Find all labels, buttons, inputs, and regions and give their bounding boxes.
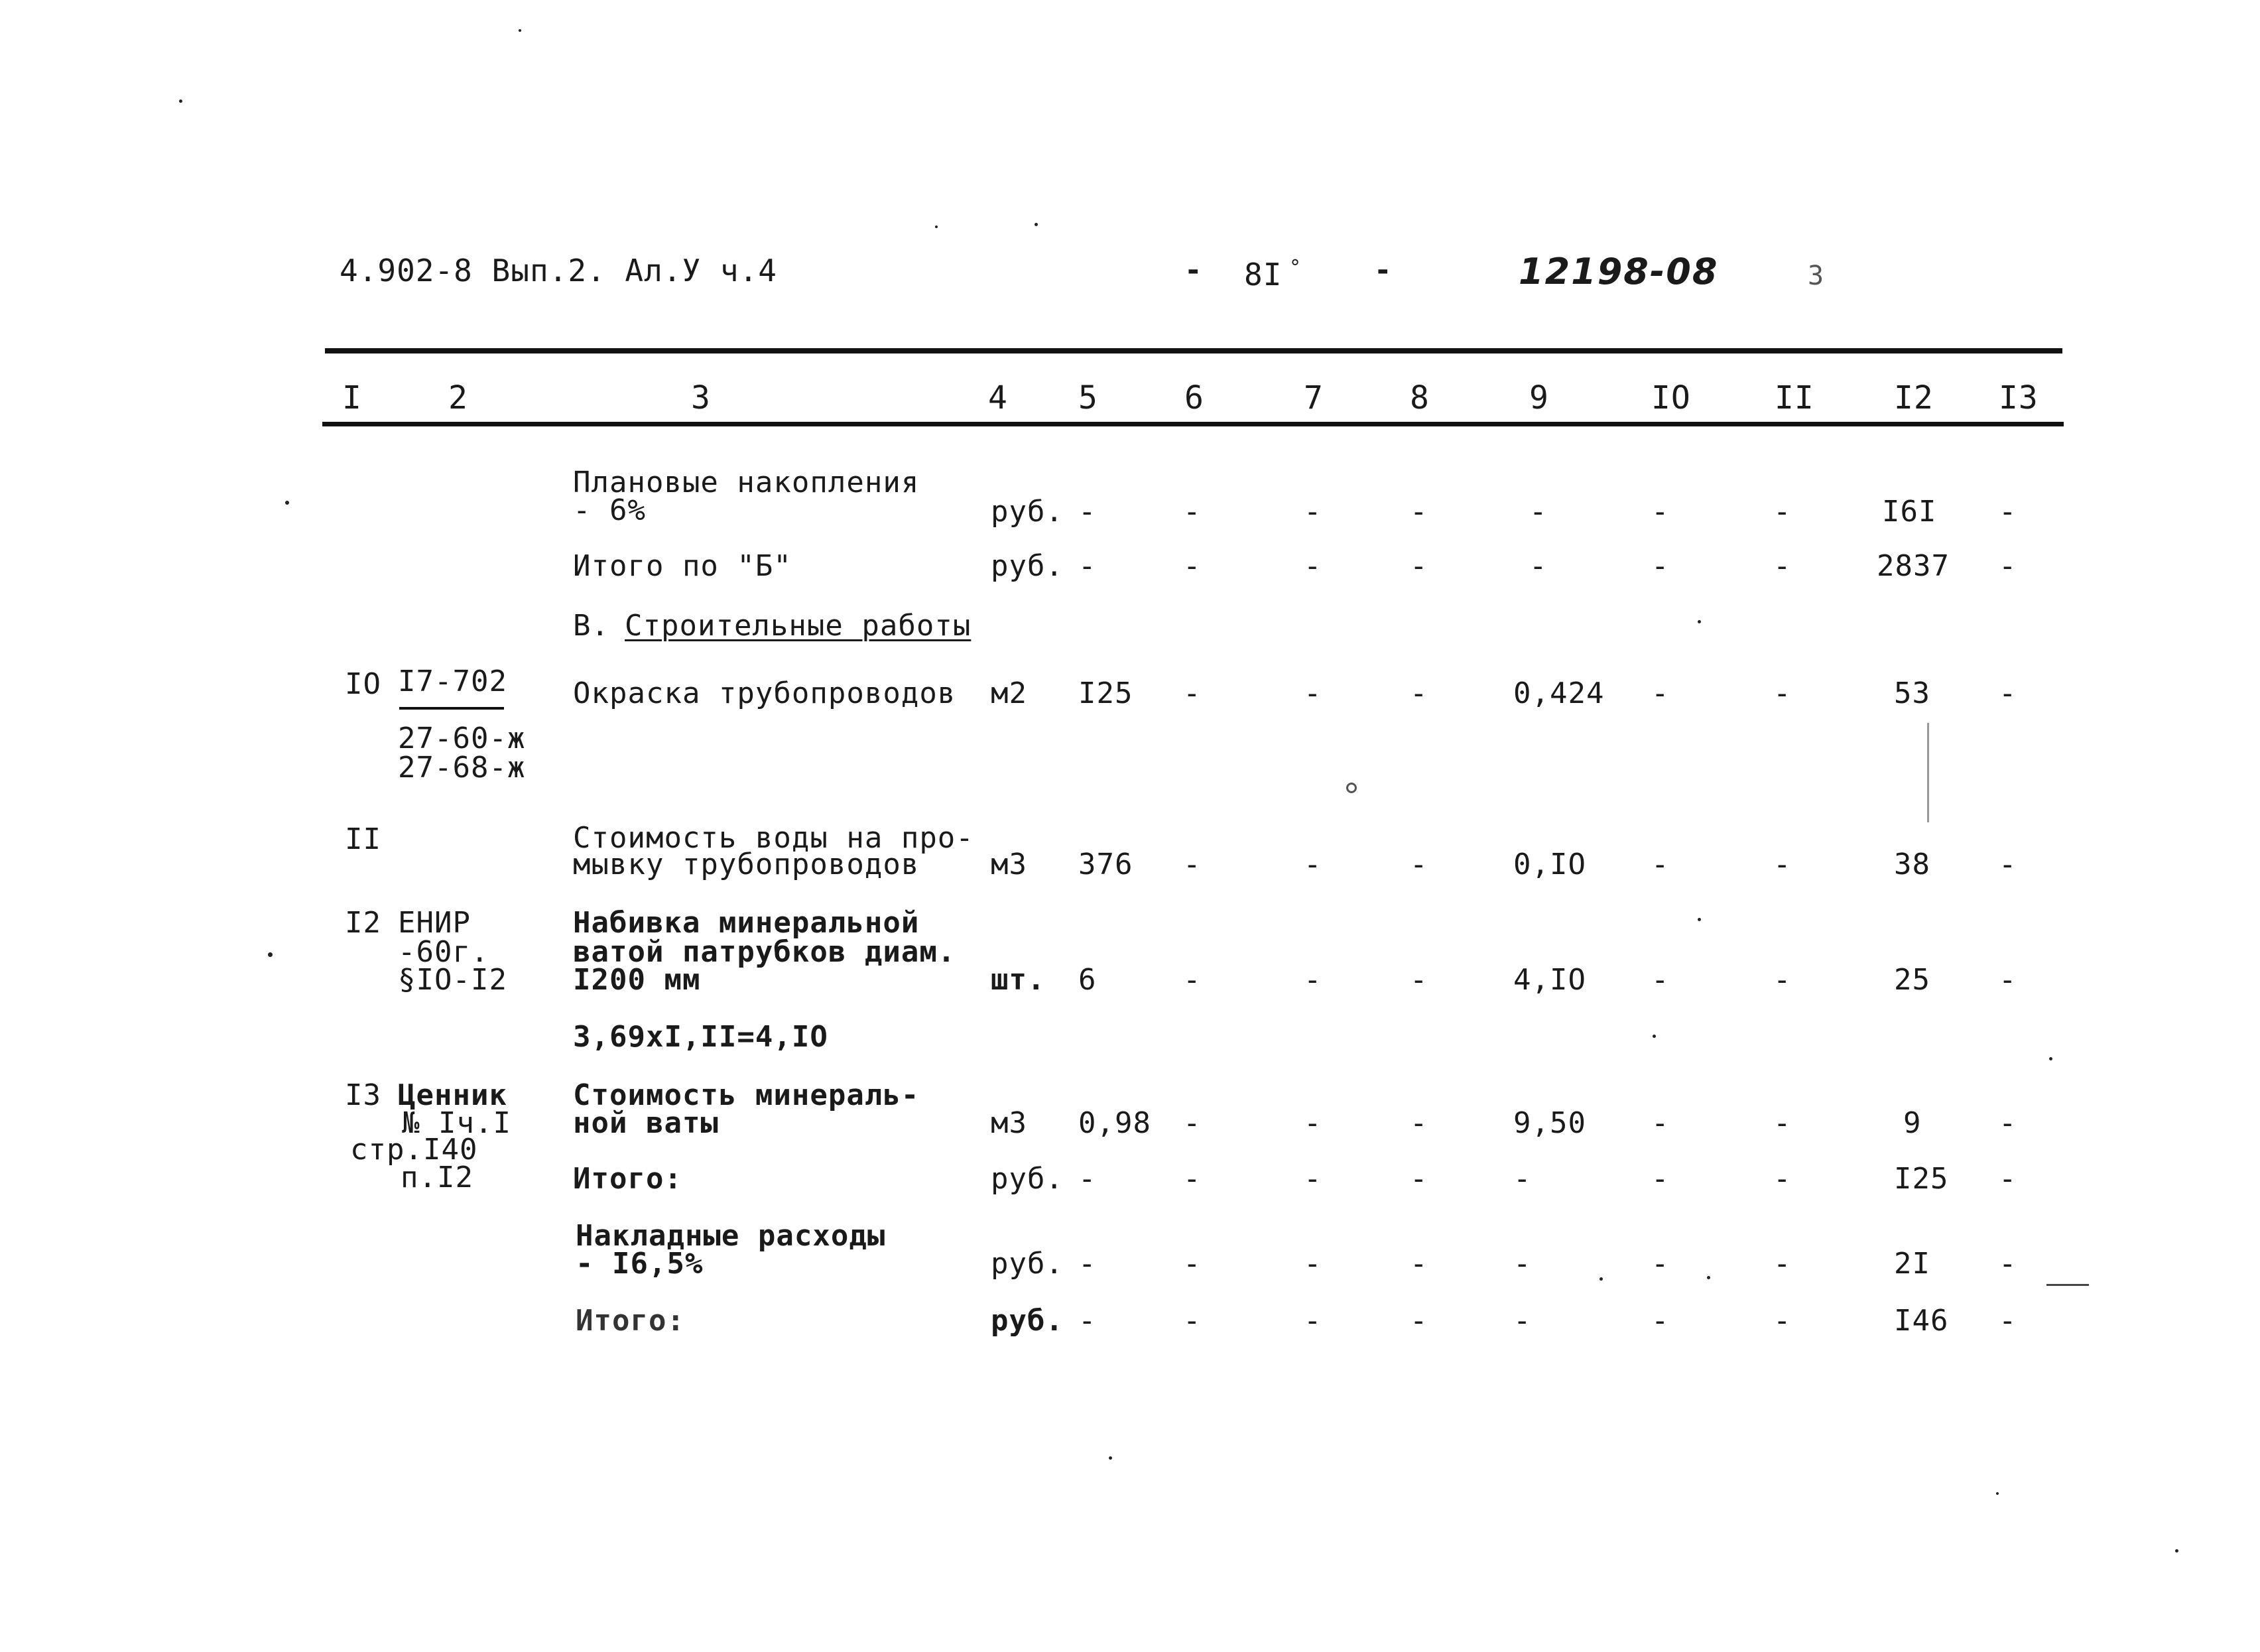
cell-c6: - (1183, 549, 1202, 583)
cell-c10: - (1651, 1106, 1670, 1140)
section-title: Строительные работы (625, 609, 972, 643)
cell-c11: - (1773, 549, 1792, 583)
column-header: 9 (1529, 379, 1549, 416)
cell-c7: - (1304, 848, 1322, 881)
cell-c5: - (1078, 495, 1097, 529)
code-line: п.I2 (401, 1161, 473, 1194)
column-header: I (342, 379, 362, 416)
code-line: ЕНИР (398, 906, 471, 940)
row-unit: шт. (991, 963, 1046, 997)
scan-speck (935, 225, 938, 228)
cell-c6: - (1183, 1162, 1202, 1196)
scan-speck (179, 99, 182, 103)
code-fraction-rule (399, 707, 504, 710)
row-name: Стоимость минераль- (573, 1078, 920, 1112)
archive-number: 12198-08 (1519, 251, 1719, 292)
cell-c13: - (1999, 495, 2017, 529)
cell-c6: - (1183, 1304, 1202, 1338)
cell-c13: - (1999, 963, 2017, 997)
cell-c5: - (1078, 1247, 1097, 1281)
cell-c9: - (1529, 549, 1548, 583)
cell-c8: - (1410, 848, 1428, 881)
row-unit: руб. (991, 495, 1064, 529)
row-name: Стоимость воды на про- (573, 821, 974, 855)
row-name: ной ваты (573, 1106, 719, 1140)
cell-c11: - (1773, 1247, 1792, 1281)
column-header: II (1775, 379, 1814, 416)
row-number: IO (345, 667, 381, 701)
cell-c13: - (1999, 549, 2017, 583)
document-reference: 4.902-8 Вып.2. Ал.У ч.4 (340, 253, 777, 288)
cell-c7: - (1304, 1247, 1322, 1281)
cell-c13: - (1999, 1106, 2017, 1140)
calculation-formula: 3,69хI,II=4,IO (573, 1020, 828, 1054)
cell-c7: - (1304, 963, 1322, 997)
cell-c12: 38 (1894, 848, 1930, 881)
cell-c12: I46 (1894, 1304, 1949, 1338)
cell-c10: - (1651, 549, 1670, 583)
code-line: Ценник (398, 1078, 507, 1112)
row-name: Накладные расходы (576, 1219, 886, 1253)
corner-mark: 3 (1808, 261, 1825, 291)
row-unit: м3 (991, 1106, 1027, 1140)
cell-c12: 25 (1894, 963, 1930, 997)
cell-c5: I25 (1078, 676, 1133, 710)
scan-speck (2049, 1057, 2052, 1060)
column-header: 5 (1078, 379, 1098, 416)
cell-c7: - (1304, 1162, 1322, 1196)
cell-c13: - (1999, 676, 2017, 710)
row-name: Итого: (576, 1304, 685, 1338)
cell-c5: 0,98 (1078, 1106, 1151, 1140)
cell-c8: - (1410, 495, 1428, 529)
cell-c6: - (1183, 848, 1202, 881)
row-unit: руб. (991, 1162, 1064, 1196)
row-name: Плановые накопления (573, 466, 920, 499)
cell-c11: - (1773, 1304, 1792, 1338)
scan-speck (1653, 1035, 1656, 1038)
cell-c11: - (1773, 1162, 1792, 1196)
code-line: §IO-I2 (398, 963, 507, 997)
cell-c9: 4,IO (1513, 963, 1586, 997)
scan-speck (268, 952, 273, 957)
column-header: I3 (1999, 379, 2039, 416)
row-name: - I6,5% (576, 1247, 704, 1281)
scan-speck (2175, 1549, 2178, 1553)
cell-c10: - (1651, 848, 1670, 881)
cell-c9: 0,IO (1513, 848, 1586, 881)
column-header: 7 (1304, 379, 1324, 416)
scan-streak (2046, 1284, 2089, 1286)
cell-c6: - (1183, 495, 1202, 529)
code-line: 27-60-ж (398, 722, 526, 755)
cell-c9: - (1529, 495, 1548, 529)
header-dash-right: - (1374, 253, 1393, 287)
cell-c12: 9 (1903, 1106, 1922, 1140)
cell-c12: 53 (1894, 676, 1930, 710)
scan-speck (1996, 1492, 1999, 1495)
page-number: 8I (1244, 257, 1283, 292)
section-prefix: В. (573, 609, 609, 643)
table-top-rule (325, 348, 2062, 353)
column-header: 6 (1184, 379, 1204, 416)
cell-c5: - (1078, 549, 1097, 583)
scan-speck (519, 29, 521, 32)
scan-speck (1035, 223, 1038, 226)
cell-c6: - (1183, 676, 1202, 710)
cell-c12: 2837 (1877, 549, 1950, 583)
cell-c7: - (1304, 1106, 1322, 1140)
column-header: IO (1651, 379, 1691, 416)
cell-c6: - (1183, 1106, 1202, 1140)
scan-streak (1927, 723, 1929, 822)
cell-c10: - (1651, 1162, 1670, 1196)
cell-c8: - (1410, 676, 1428, 710)
row-number: II (345, 822, 381, 856)
row-name: Набивка минеральной (573, 906, 920, 940)
cell-c11: - (1773, 676, 1792, 710)
row-name: мывку трубопроводов (573, 848, 920, 881)
code-line: № Iч.I (402, 1106, 511, 1140)
cell-c9: - (1513, 1304, 1532, 1338)
cell-c12: I6I (1882, 495, 1937, 529)
cell-c8: - (1410, 1162, 1428, 1196)
column-header: 4 (988, 379, 1008, 416)
code-line: стр.I40 (350, 1133, 478, 1167)
cell-c13: - (1999, 1162, 2017, 1196)
cell-c9: - (1513, 1162, 1532, 1196)
scan-speck (1346, 783, 1357, 793)
scan-speck (1698, 620, 1701, 623)
cell-c10: - (1651, 1247, 1670, 1281)
cell-c5: - (1078, 1304, 1097, 1338)
code-line: I7-702 (398, 665, 507, 698)
column-header: 8 (1410, 379, 1430, 416)
code-line: 27-68-ж (398, 751, 526, 785)
row-unit: м3 (991, 848, 1027, 881)
cell-c11: - (1773, 495, 1792, 529)
cell-c7: - (1304, 495, 1322, 529)
cell-c7: - (1304, 1304, 1322, 1338)
cell-c11: - (1773, 848, 1792, 881)
cell-c13: - (1999, 1247, 2017, 1281)
cell-c11: - (1773, 963, 1792, 997)
scan-speck (1109, 1456, 1112, 1460)
table-header-rule (322, 422, 2064, 426)
code-line: -60г. (398, 935, 489, 969)
cell-c13: - (1999, 1304, 2017, 1338)
row-name: Окраска трубопроводов (573, 676, 956, 710)
cell-c7: - (1304, 549, 1322, 583)
row-name: - 6% (573, 493, 646, 527)
scan-speck (1698, 918, 1701, 921)
cell-c8: - (1410, 549, 1428, 583)
cell-c9: - (1513, 1247, 1532, 1281)
cell-c5: 376 (1078, 848, 1133, 881)
cell-c8: - (1410, 1247, 1428, 1281)
row-name: Итого: (573, 1162, 682, 1196)
row-name: I200 мм (573, 963, 701, 997)
row-unit: руб. (991, 549, 1064, 583)
cell-c12: I25 (1894, 1162, 1949, 1196)
cell-c9: 9,50 (1513, 1106, 1586, 1140)
cell-c6: - (1183, 963, 1202, 997)
cell-c8: - (1410, 1304, 1428, 1338)
cell-c10: - (1651, 963, 1670, 997)
row-unit: руб. (991, 1247, 1064, 1281)
header-dash-left: - (1184, 253, 1203, 287)
cell-c13: - (1999, 848, 2017, 881)
row-unit: руб. (991, 1304, 1064, 1338)
row-number: I3 (345, 1078, 381, 1112)
row-unit: м2 (991, 676, 1027, 710)
scan-speck (285, 501, 289, 505)
cell-c12: 2I (1894, 1247, 1930, 1281)
cell-c7: - (1304, 676, 1322, 710)
cell-c5: 6 (1078, 963, 1097, 997)
scan-speck (1600, 1277, 1603, 1281)
cell-c8: - (1410, 1106, 1428, 1140)
cell-c10: - (1651, 676, 1670, 710)
row-number: I2 (345, 906, 381, 940)
cell-c5: - (1078, 1162, 1097, 1196)
cell-c8: - (1410, 963, 1428, 997)
column-header: I2 (1894, 379, 1934, 416)
cell-c6: - (1183, 1247, 1202, 1281)
column-header: 2 (448, 379, 468, 416)
cell-c11: - (1773, 1106, 1792, 1140)
scan-speck (1707, 1276, 1710, 1279)
cell-c9: 0,424 (1513, 676, 1605, 710)
row-name: ватой патрубков диам. (573, 935, 956, 969)
row-name: Итого по "Б" (573, 549, 792, 583)
page-mark: ° (1289, 256, 1302, 279)
cell-c10: - (1651, 495, 1670, 529)
column-header: 3 (691, 379, 711, 416)
cell-c10: - (1651, 1304, 1670, 1338)
